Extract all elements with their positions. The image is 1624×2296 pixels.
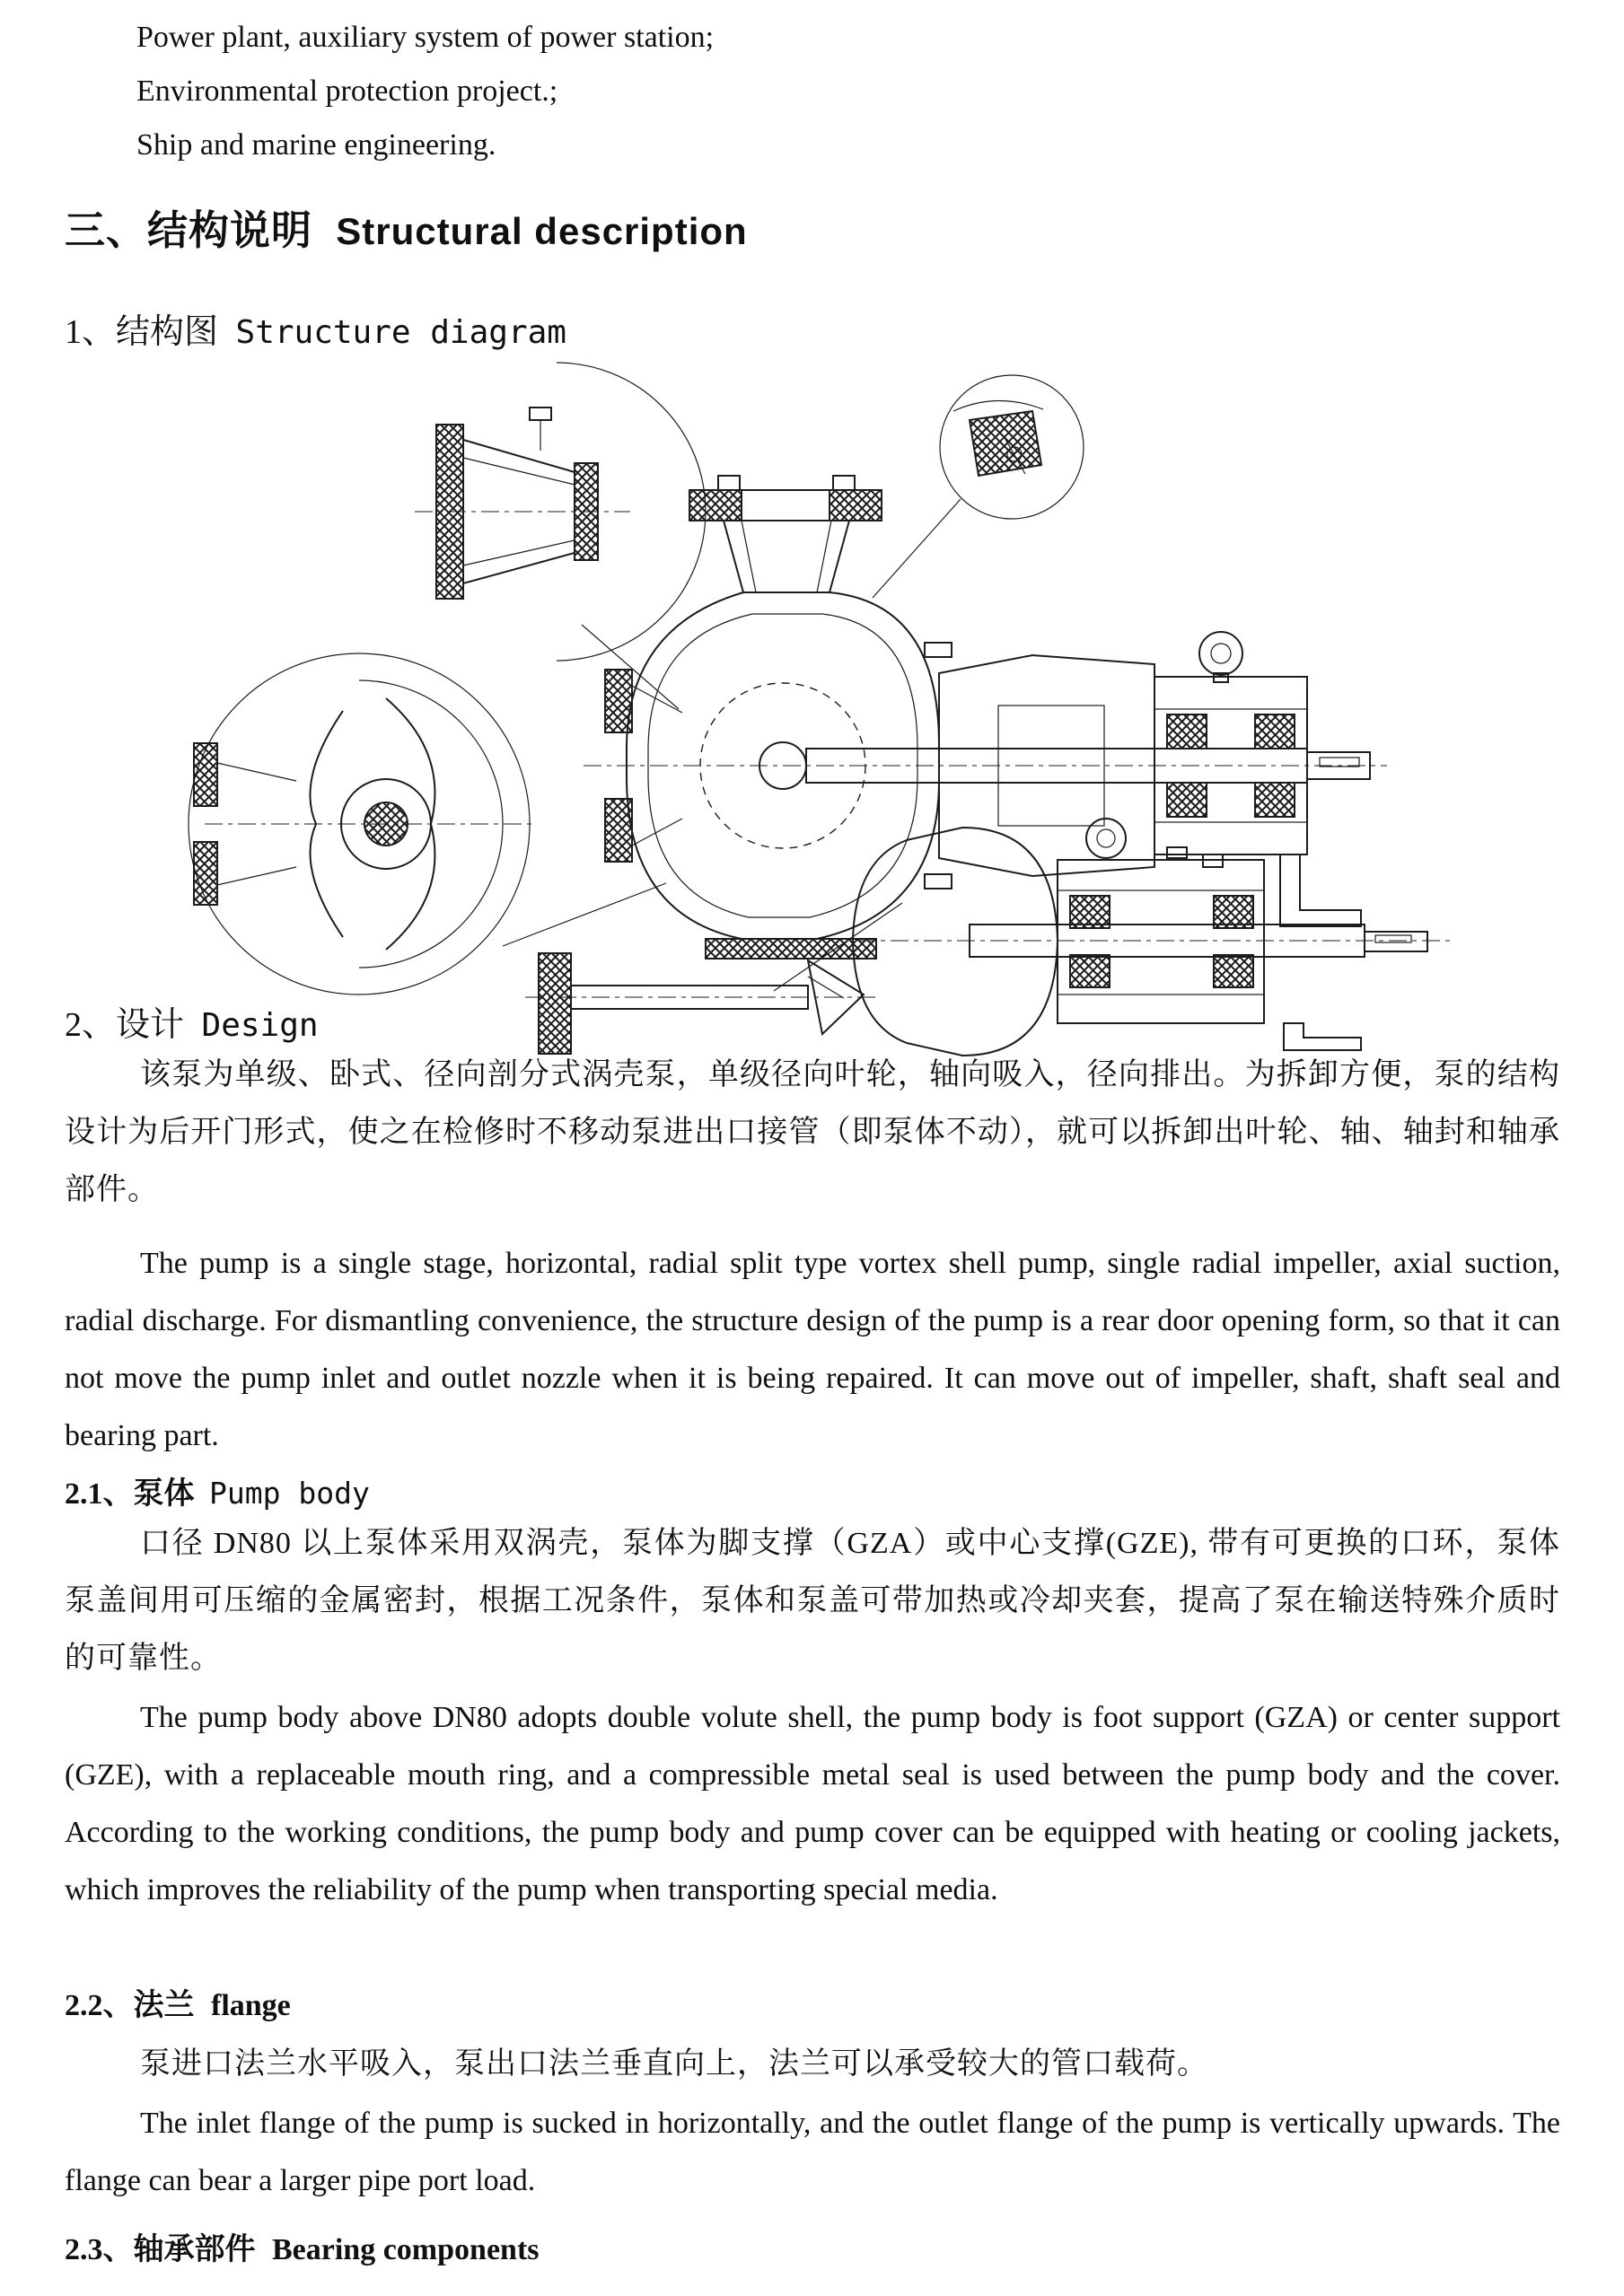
flange-paragraph-cn: 泵进口法兰水平吸入，泵出口法兰垂直向上，法兰可以承受较大的管口载荷。 — [140, 2047, 1208, 2081]
pump-body-paragraph-cn: 口径 DN80 以上泵体采用双涡壳，泵体为脚支撑（GZA）或中心支撑(GZE), 带有可更换的口环，泵体泵盖间用可压缩的金属密封，根据工况条件，泵体和泵盖可带加热或冷却夹套，提高了泵在输送特殊介质时的可靠性。 — [65, 1527, 1560, 1675]
subheading-bearing-components — [65, 2224, 1555, 2268]
subheading-pump-body-cn: 泵体 — [133, 1477, 195, 1511]
application-line: Environmental protection project.; — [136, 74, 558, 108]
section-heading-cn: 三、结构说明 — [65, 208, 313, 253]
subheading-pump-body-num: 2.1、 — [65, 1477, 134, 1511]
application-line: Power plant, auxiliary system of power station; — [136, 21, 715, 54]
subheading-flange-num: 2.2、 — [65, 1989, 134, 2022]
application-line: Ship and marine engineering. — [136, 128, 496, 162]
pump-body-paragraph-en: The pump body above DN80 adopts double volute shell, the pump body is foot support (GZA) or center support (GZE), with a replaceable mouth ring, and a compressible metal seal is used between the pump body and the cover. According to the working conditions, the pump body and pump cover can be equipped with heating or cooling jackets, which improves the reliability of the pump when transporting special media. — [65, 1701, 1560, 1906]
section-heading-en: Structural description — [336, 210, 748, 252]
subheading-design-en: Design — [201, 1007, 319, 1044]
subheading-pump-body-en: Pump body — [209, 1476, 370, 1511]
impeller-detail-circle — [189, 653, 531, 995]
subheading-bearing-num: 2.3、 — [65, 2233, 134, 2266]
main-pump-section — [584, 476, 1387, 959]
subheading-pump-body — [65, 1468, 1555, 1512]
casing-joint-detail-circle — [873, 375, 1084, 598]
design-paragraph-cn: 该泵为单级、卧式、径向剖分式涡壳泵，单级径向叶轮，轴向吸入，径向排出。为拆卸方便，泵的结构设计为后开门形式，使之在检修时不移动泵进出口接管（即泵体不动），就可以拆卸出叶轮、轴、轴封和轴承部件。 — [65, 1058, 1560, 1206]
leader-line — [873, 499, 961, 598]
suction-cover-detail — [415, 363, 706, 661]
subheading-design-cn: 2、设计 — [65, 1006, 185, 1044]
subheading-flange-en: flange — [211, 1989, 291, 2022]
design-paragraph-en: The pump is a single stage, horizontal, radial split type vortex shell pump, single radial impeller, axial suction, radial discharge. For dismantling convenience, the structure design of the pump is a rear door opening form, so that it can not move the pump inlet and outlet nozzle when it is being repaired. It can move out of impeller, shaft, shaft seal and bearing part. — [65, 1247, 1560, 1452]
subheading-structure-en: Structure diagram — [235, 314, 566, 351]
subheading-flange-cn: 法兰 — [133, 1989, 195, 2022]
structure-diagram — [0, 357, 1624, 1068]
application-list — [136, 11, 1483, 172]
section-heading-structural-description — [65, 197, 1555, 256]
leader-lines — [503, 625, 902, 991]
subheading-structure-cn: 1、结构图 — [65, 313, 219, 351]
subheading-design — [65, 996, 1555, 1046]
subheading-bearing-cn: 轴承部件 — [133, 2233, 256, 2266]
flange-paragraph-en: The inlet flange of the pump is sucked in horizontally, and the outlet flange of the pump is vertically upwards. The flange can bear a larger pipe port load. — [65, 2107, 1560, 2197]
subheading-bearing-en: Bearing components — [272, 2233, 540, 2266]
subheading-flange — [65, 1980, 1555, 2024]
subheading-structure-diagram — [65, 303, 1555, 353]
